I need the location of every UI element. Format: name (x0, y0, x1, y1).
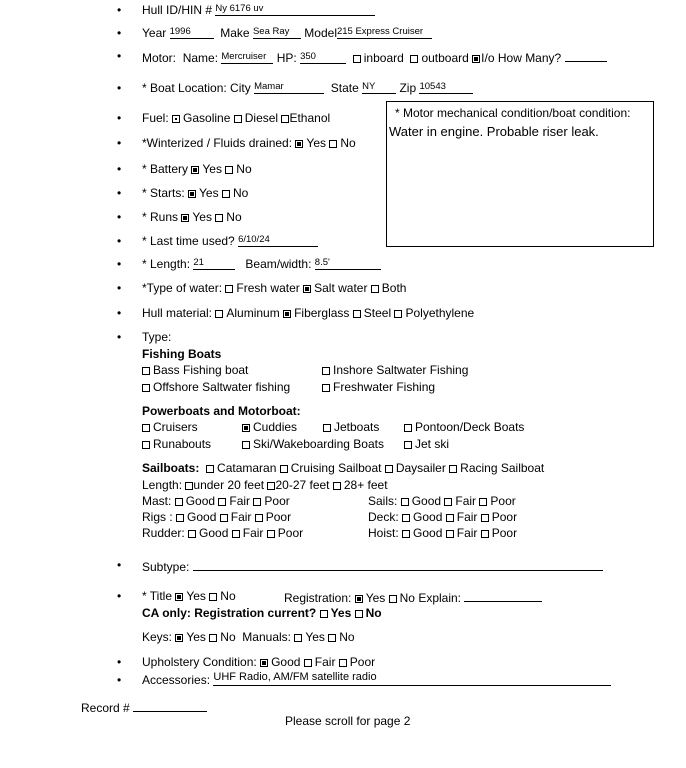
pontoon-option[interactable] (404, 420, 524, 434)
runs-label: * Runs (142, 210, 179, 224)
hull-material-row (142, 306, 474, 320)
upholstery-poor-label: Poor (349, 655, 376, 669)
polyethylene-checkbox[interactable] (394, 310, 402, 318)
cruising-checkbox[interactable] (280, 465, 288, 473)
upholstery-label: Upholstery Condition: (142, 655, 257, 669)
city-value: Mamar (254, 81, 284, 92)
subtype-label: Subtype: (142, 560, 190, 574)
battery-yes-checkbox[interactable] (191, 166, 199, 174)
rigs-label: Rigs : (142, 510, 173, 524)
winterized-label: *Winterized / Fluids drained: (142, 136, 293, 150)
mast-poor-checkbox[interactable] (253, 498, 261, 506)
deck-poor-checkbox[interactable] (481, 514, 489, 522)
fresh-water-label: Fresh water (236, 281, 300, 295)
salt-water-label: Salt water (314, 281, 368, 295)
bullet: • (117, 306, 122, 320)
bullet: • (117, 162, 122, 176)
keys-yes-label: Yes (186, 630, 206, 644)
registration-no-checkbox[interactable] (389, 595, 397, 603)
manuals-yes-label: Yes (305, 630, 325, 644)
power-heading: Powerboats and Motorboat: (142, 404, 301, 418)
ski-label: Ski/Wakeboarding Boats (253, 437, 384, 451)
bass-label: Bass Fishing boat (153, 363, 249, 377)
runabouts-label: Runabouts (153, 437, 212, 451)
rigs-good-checkbox[interactable] (176, 514, 184, 522)
accessories-label: Accessories: (142, 673, 211, 687)
ca-yes-checkbox[interactable] (320, 610, 328, 618)
registration-explain-label: Explain: (418, 591, 462, 605)
last-used-field[interactable] (238, 234, 318, 247)
motor-name-label: Name: (182, 51, 219, 65)
upholstery-row (142, 655, 375, 669)
io-count-field[interactable] (565, 49, 607, 62)
accessories-field[interactable] (213, 673, 611, 686)
fishing-heading: Fishing Boats (142, 347, 222, 361)
registration-no-label: No (399, 591, 415, 605)
bullet: • (117, 111, 122, 125)
registration-yes-checkbox[interactable] (355, 595, 363, 603)
rudder-poor-checkbox[interactable] (267, 530, 275, 538)
cruising-label: Cruising Sailboat (290, 461, 382, 475)
accessories-value: UHF Radio, AM/FM satellite radio (213, 671, 377, 683)
inshore-checkbox[interactable] (322, 367, 330, 375)
hull-row (142, 3, 375, 17)
sails-label: Sails: (368, 494, 398, 508)
rigs-fair-checkbox[interactable] (220, 514, 228, 522)
upholstery-good-checkbox[interactable] (260, 659, 268, 667)
make-value: Sea Ray (252, 26, 290, 37)
aluminum-label: Aluminum (226, 306, 280, 320)
title-label: * Title (142, 589, 173, 603)
hoist-poor-label: Poor (491, 526, 518, 540)
hp-value: 350 (300, 51, 316, 62)
jetski-option[interactable] (404, 437, 449, 451)
pontoon-label: Pontoon/Deck Boats (415, 420, 525, 434)
runs-no-label: No (226, 210, 242, 224)
runs-yes-checkbox[interactable] (181, 214, 189, 222)
model-value: 215 Express Cruiser (336, 26, 424, 37)
length-field[interactable] (193, 257, 235, 270)
starts-yes-label: Yes (199, 186, 219, 200)
cuddies-option[interactable] (242, 420, 297, 434)
20-27-checkbox[interactable] (267, 482, 275, 490)
fresh-water-checkbox[interactable] (225, 285, 233, 293)
rudder-good-label: Good (199, 526, 229, 540)
bullet: • (117, 49, 122, 63)
keys-row (142, 630, 355, 644)
freshwater-checkbox[interactable] (322, 384, 330, 392)
pontoon-checkbox[interactable] (404, 424, 412, 432)
hoist-good-checkbox[interactable] (402, 530, 410, 538)
year-value: 1996 (169, 26, 191, 37)
sails-good-checkbox[interactable] (401, 498, 409, 506)
upholstery-fair-checkbox[interactable] (304, 659, 312, 667)
state-field[interactable] (362, 81, 396, 94)
deck-label: Deck: (368, 510, 399, 524)
ca-only-row (142, 606, 382, 620)
starts-label: * Starts: (142, 186, 185, 200)
sails-fair-label: Fair (455, 494, 477, 508)
beam-label: Beam/width: (245, 257, 312, 271)
jetski-checkbox[interactable] (404, 441, 412, 449)
record-field[interactable] (133, 699, 207, 712)
year-row (142, 26, 432, 40)
runabouts-option[interactable] (142, 437, 211, 451)
mast-poor-label: Poor (264, 494, 290, 508)
io-checkbox[interactable] (472, 55, 480, 63)
outboard-label: outboard (421, 51, 469, 65)
rudder-fair-label: Fair (242, 526, 264, 540)
keys-yes-checkbox[interactable] (175, 634, 183, 642)
ca-yes-label: Yes (330, 606, 352, 620)
catamaran-label: Catamaran (217, 461, 277, 475)
cuddies-checkbox[interactable] (242, 424, 250, 432)
bullet: • (117, 281, 122, 295)
ethanol-label: Ethanol (289, 111, 331, 125)
zip-field[interactable] (419, 81, 473, 94)
deck-row (368, 510, 517, 524)
hoist-good-label: Good (413, 526, 443, 540)
bullet: • (117, 26, 122, 40)
bullet: • (117, 186, 122, 200)
runs-no-checkbox[interactable] (215, 214, 223, 222)
deck-good-checkbox[interactable] (402, 514, 410, 522)
both-water-label: Both (381, 281, 407, 295)
bass-option[interactable] (142, 363, 248, 377)
motor-row (142, 49, 607, 65)
hp-label: HP: (276, 51, 297, 65)
mast-good-label: Good (185, 494, 216, 508)
keys-no-checkbox[interactable] (209, 634, 217, 642)
deck-good-label: Good (413, 510, 443, 524)
bullet: • (117, 257, 122, 271)
bullet: • (117, 3, 122, 17)
hoist-fair-label: Fair (456, 526, 478, 540)
runs-yes-label: Yes (192, 210, 212, 224)
mast-good-checkbox[interactable] (175, 498, 183, 506)
sail-heading: Sailboats: (142, 461, 200, 475)
mast-fair-checkbox[interactable] (218, 498, 226, 506)
rigs-row (142, 510, 291, 524)
mast-row (142, 494, 290, 508)
salt-water-checkbox[interactable] (303, 285, 311, 293)
manuals-yes-checkbox[interactable] (294, 634, 302, 642)
sails-poor-label: Poor (490, 494, 516, 508)
offshore-checkbox[interactable] (142, 384, 150, 392)
accessories-row (142, 673, 611, 687)
sails-row (368, 494, 516, 508)
mast-fair-label: Fair (229, 494, 251, 508)
cruisers-label: Cruisers (153, 420, 198, 434)
bullet: • (117, 673, 122, 687)
inboard-checkbox[interactable] (353, 55, 361, 63)
beam-field[interactable] (315, 257, 381, 270)
steel-label: Steel (363, 306, 392, 320)
bullet: • (117, 655, 122, 669)
beam-value: 8.5' (314, 257, 330, 268)
length-row (142, 257, 381, 271)
battery-label: * Battery (142, 162, 189, 176)
deck-poor-label: Poor (491, 510, 518, 524)
keys-label: Keys: (142, 630, 173, 644)
cuddies-label: Cuddies (253, 420, 298, 434)
diesel-label: Diesel (244, 111, 279, 125)
ca-no-label: No (365, 606, 382, 620)
rigs-good-label: Good (187, 510, 217, 524)
starts-no-label: No (232, 186, 249, 200)
io-label: I/o How Many? (481, 51, 562, 65)
keys-no-label: No (220, 630, 236, 644)
gasoline-checkbox[interactable] (172, 115, 180, 123)
hoist-fair-checkbox[interactable] (446, 530, 454, 538)
polyethylene-label: Polyethylene (405, 306, 475, 320)
state-label: State (330, 81, 359, 95)
winterized-yes-label: Yes (306, 136, 326, 150)
length-label: * Length: (142, 257, 191, 271)
outboard-checkbox[interactable] (410, 55, 418, 63)
jetski-label: Jet ski (415, 437, 450, 451)
title-no-label: No (220, 589, 236, 603)
inboard-label: inboard (363, 51, 404, 65)
subtype-field[interactable] (193, 558, 603, 571)
racing-checkbox[interactable] (449, 465, 457, 473)
fiberglass-label: Fiberglass (294, 306, 350, 320)
jetboats-option[interactable] (323, 420, 379, 434)
hoist-label: Hoist: (368, 526, 399, 540)
freshwater-label: Freshwater Fishing (333, 380, 436, 394)
rigs-fair-label: Fair (230, 510, 252, 524)
deck-fair-checkbox[interactable] (446, 514, 454, 522)
winterized-no-label: No (340, 136, 356, 150)
manuals-no-label: No (339, 630, 355, 644)
manuals-label: Manuals: (242, 630, 291, 644)
length-value: 21 (193, 257, 204, 268)
make-label: Make (220, 26, 250, 40)
title-no-checkbox[interactable] (209, 593, 217, 601)
title-row (142, 589, 236, 603)
bullet: • (117, 589, 122, 603)
rudder-poor-label: Poor (277, 526, 304, 540)
28plus-checkbox[interactable] (333, 482, 341, 490)
sail-length-row (142, 478, 388, 492)
rudder-label: Rudder: (142, 526, 185, 540)
location-label: * Boat Location: City (142, 81, 251, 95)
water-label: *Type of water: (142, 281, 223, 295)
runabouts-checkbox[interactable] (142, 441, 150, 449)
title-yes-checkbox[interactable] (175, 593, 183, 601)
aluminum-checkbox[interactable] (215, 310, 223, 318)
manuals-no-checkbox[interactable] (328, 634, 336, 642)
catamaran-checkbox[interactable] (206, 465, 214, 473)
offshore-label: Offshore Saltwater fishing (153, 380, 291, 394)
sail-row (142, 461, 544, 475)
jetboats-label: Jetboats (334, 420, 380, 434)
hoist-row (368, 526, 517, 540)
deck-fair-label: Fair (456, 510, 478, 524)
starts-row (142, 186, 248, 200)
20-27-label: 20-27 feet (275, 478, 330, 492)
ski-checkbox[interactable] (242, 441, 250, 449)
registration-label: Registration: (284, 591, 352, 605)
bullet: • (117, 330, 122, 344)
motor-name-value: Mercruiser (221, 51, 267, 62)
ca-only-label: CA only: Registration current? (142, 606, 317, 620)
diesel-checkbox[interactable] (234, 115, 242, 123)
racing-label: Racing Sailboat (460, 461, 545, 475)
rudder-fair-checkbox[interactable] (232, 530, 240, 538)
sail-length-label: Length: (142, 478, 183, 492)
ca-no-checkbox[interactable] (355, 610, 363, 618)
bullet: • (117, 81, 122, 95)
battery-row (142, 162, 252, 176)
zip-label: Zip (399, 81, 417, 95)
28plus-label: 28+ feet (343, 478, 388, 492)
rudder-row (142, 526, 303, 540)
bass-checkbox[interactable] (142, 367, 150, 375)
record-label: Record # (81, 701, 130, 715)
cruisers-checkbox[interactable] (142, 424, 150, 432)
hp-field[interactable] (300, 51, 346, 64)
model-label: Model (304, 26, 337, 40)
upholstery-poor-checkbox[interactable] (339, 659, 347, 667)
winterized-row (142, 136, 356, 150)
under20-checkbox[interactable] (185, 482, 193, 490)
runs-row (142, 210, 242, 224)
both-water-checkbox[interactable] (371, 285, 379, 293)
battery-no-checkbox[interactable] (225, 166, 233, 174)
city-field[interactable] (254, 81, 324, 94)
under20-label: under 20 feet (193, 478, 265, 492)
daysailer-checkbox[interactable] (385, 465, 393, 473)
bullet: • (117, 210, 122, 224)
year-field[interactable] (170, 26, 214, 39)
scroll-note: Please scroll for page 2 (285, 714, 411, 728)
fuel-row (142, 111, 330, 125)
hull-field[interactable] (215, 3, 375, 16)
sails-poor-checkbox[interactable] (479, 498, 487, 506)
winterized-no-checkbox[interactable] (329, 140, 337, 148)
type-label: Type: (142, 330, 172, 344)
jetboats-checkbox[interactable] (323, 424, 331, 432)
zip-value: 10543 (419, 81, 446, 92)
last-used-value: 6/10/24 (238, 234, 270, 245)
subtype-row (142, 558, 603, 574)
starts-yes-checkbox[interactable] (188, 190, 196, 198)
title-yes-label: Yes (186, 589, 206, 603)
make-field[interactable] (253, 26, 301, 39)
daysailer-label: Daysailer (395, 461, 446, 475)
hull-label: Hull ID/HIN # (142, 3, 213, 17)
sails-good-label: Good (411, 494, 442, 508)
battery-yes-label: Yes (202, 162, 222, 176)
mast-label: Mast: (142, 494, 172, 508)
condition-heading: * Motor mechanical condition/boat condition: (395, 106, 631, 120)
state-value: NY (362, 81, 376, 92)
year-label: Year (142, 26, 167, 40)
rigs-poor-label: Poor (265, 510, 292, 524)
hull-value: Ny 6176 uv (215, 3, 264, 14)
inshore-label: Inshore Saltwater Fishing (333, 363, 469, 377)
condition-value: Water in engine. Probable riser leak. (389, 124, 599, 139)
steel-checkbox[interactable] (353, 310, 361, 318)
fiberglass-checkbox[interactable] (283, 310, 291, 318)
motor-label: Motor: (142, 51, 177, 65)
last-used-row (142, 234, 318, 248)
bullet: • (117, 234, 122, 248)
bullet: • (117, 136, 122, 150)
ethanol-checkbox[interactable] (281, 115, 289, 123)
offshore-option[interactable] (142, 380, 290, 394)
ski-option[interactable] (242, 437, 384, 451)
last-used-label: * Last time used? (142, 234, 235, 248)
upholstery-fair-label: Fair (314, 655, 336, 669)
registration-yes-label: Yes (365, 591, 386, 605)
bullet: • (117, 558, 122, 572)
rudder-good-checkbox[interactable] (188, 530, 196, 538)
hull-material-label: Hull material: (142, 306, 213, 320)
water-row (142, 281, 406, 295)
inshore-option[interactable] (322, 363, 468, 377)
starts-no-checkbox[interactable] (222, 190, 230, 198)
motor-name-field[interactable] (221, 51, 273, 64)
battery-no-label: No (236, 162, 252, 176)
rigs-poor-checkbox[interactable] (255, 514, 263, 522)
hoist-poor-checkbox[interactable] (481, 530, 489, 538)
record-row (81, 699, 207, 715)
registration-row (284, 589, 542, 605)
gasoline-label: Gasoline (183, 111, 231, 125)
fuel-label: Fuel: (142, 111, 169, 125)
condition-box[interactable] (386, 101, 654, 247)
winterized-yes-checkbox[interactable] (295, 140, 303, 148)
model-field[interactable] (337, 26, 432, 39)
cruisers-option[interactable] (142, 420, 198, 434)
upholstery-good-label: Good (271, 655, 301, 669)
location-row (142, 81, 473, 95)
registration-explain-field[interactable] (464, 589, 542, 602)
sails-fair-checkbox[interactable] (444, 498, 452, 506)
freshwater-option[interactable] (322, 380, 435, 394)
